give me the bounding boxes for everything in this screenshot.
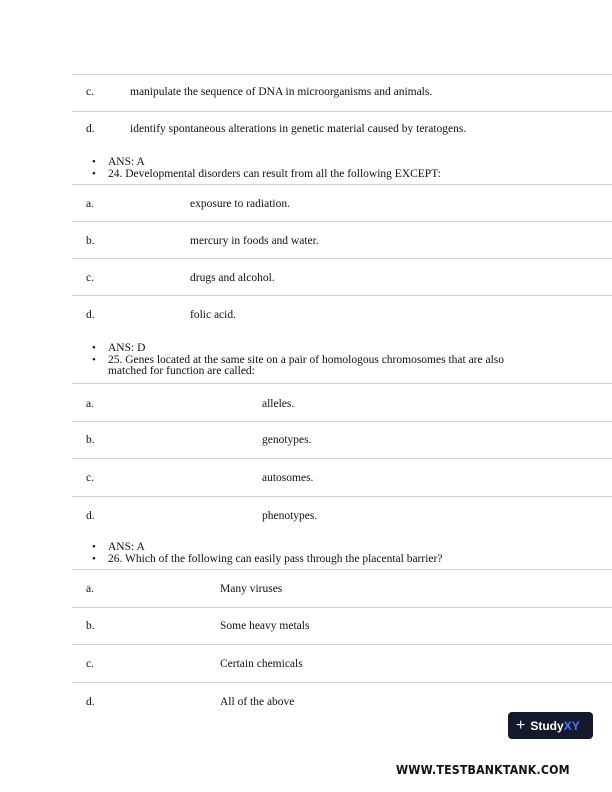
question-line: • 25. Genes located at the same site on a pair of homologous chromosomes that are also matched for function are called: [92,355,532,378]
option-row [72,496,612,534]
option-text: Many viruses [220,583,283,595]
brand-name: StudyXY [530,718,580,733]
option-row [72,111,612,149]
answer-line: • ANS: A [92,157,532,169]
option-row [72,74,612,112]
option-text: Some heavy metals [220,620,310,632]
option-row [72,682,612,713]
option-text: exposure to radiation. [190,198,290,210]
option-text: autosomes. [262,472,314,484]
option-text: Certain chemicals [220,658,303,670]
option-letter: a. [86,398,94,410]
question-line: • 26. Which of the following can easily pass through the placental barrier? [92,554,532,566]
option-letter: c. [86,658,94,670]
option-letter: d. [86,510,95,522]
answer-question-block [92,343,532,378]
option-text: All of the above [220,696,295,708]
answer-question-block [92,157,532,180]
option-letter: b. [86,620,95,632]
answer-question-block [92,542,532,565]
option-row [72,295,612,333]
option-row [72,644,612,683]
option-text: drugs and alcohol. [190,272,275,284]
option-letter: d. [86,309,95,321]
option-row [72,607,612,645]
option-row [72,258,612,296]
option-row [72,458,612,497]
option-row [72,184,612,222]
option-row [72,221,612,259]
answer-line: • ANS: A [92,542,532,554]
option-letter: a. [86,198,94,210]
option-text: phenotypes. [262,510,318,522]
studyxy-badge[interactable] [508,712,593,739]
question-line: • 24. Developmental disorders can result from all the following EXCEPT: [92,169,532,181]
option-text: genotypes. [262,434,312,446]
option-letter: d. [86,123,95,135]
option-text: identify spontaneous alterations in genetic material caused by teratogens. [130,123,467,135]
option-text: manipulate the sequence of DNA in microorganisms and animals. [130,86,433,98]
option-text: alleles. [262,398,295,410]
option-letter: d. [86,696,95,708]
option-text: mercury in foods and water. [190,235,319,247]
option-row [72,383,612,422]
option-letter: c. [86,86,94,98]
option-text: folic acid. [190,309,236,321]
option-letter: b. [86,235,95,247]
option-row [72,421,612,459]
option-letter: c. [86,472,94,484]
answer-line: • ANS: D [92,343,532,355]
option-letter: a. [86,583,94,595]
option-letter: b. [86,434,95,446]
option-row [72,569,612,608]
plus-icon: + [516,716,526,734]
footer-site-url[interactable]: WWW.TESTBANKTANK.COM [396,762,570,777]
option-letter: c. [86,272,94,284]
